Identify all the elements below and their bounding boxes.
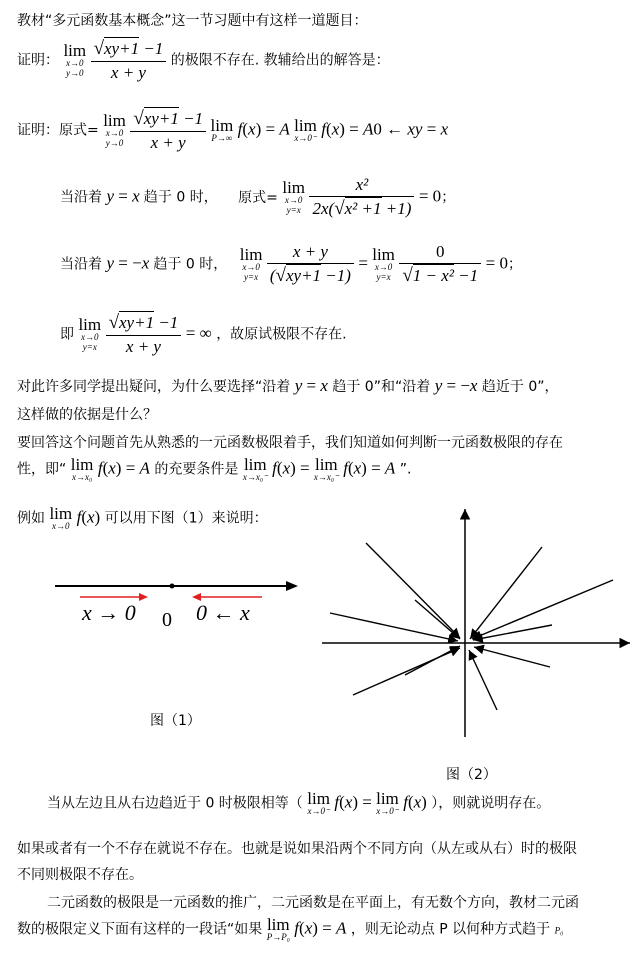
s2-text: 如果或者有一个不存在就说不存在。也就是说如果沿两个不同方向（从左或从右）时的极限 xyxy=(17,841,577,857)
figure-2-caption xyxy=(446,764,497,784)
fig1-caption-text: 图（1） xyxy=(150,713,201,729)
a2-tail: ”. xyxy=(399,461,412,478)
s5-prefix: 数的极限定义下面有这样的一段话“如果 xyxy=(17,921,263,938)
s5-tail: ，则无论动点 P 以何种方式趋于 xyxy=(350,921,551,938)
example-prefix: 例如 xyxy=(17,510,45,527)
negyx-fraction-1: $\frac{x + y}{(√xy+1 -1)}$ xyxy=(267,242,354,287)
limit-operator: lim x→0 y→0 xyxy=(103,111,126,148)
statement-line-2 xyxy=(17,838,577,858)
problem-prefix: 证明： xyxy=(17,52,59,69)
intro-line xyxy=(17,10,368,30)
a2-prefix: 性，即“ xyxy=(17,461,67,478)
along-negyx-tail: 趋于 0 时， xyxy=(153,256,228,273)
conclusion-tail: ，故原试极限不存在. xyxy=(216,326,347,343)
s1-tail: ），则就说明存在。 xyxy=(431,795,551,812)
s1-text: 当从左边且从右边趋近于 0 时极限相等（ xyxy=(47,795,303,812)
limit-operator: lim x→x₀ xyxy=(70,455,94,482)
proof-fraction: $\frac{√xy+1 -1}{x + y}$ xyxy=(130,108,206,153)
limit-operator: lim x→0 y=x xyxy=(372,245,395,282)
limit-operator: lim x→0 y=x xyxy=(78,315,102,352)
problem-suffix: 的极限不存在. 教辅给出的解答是： xyxy=(170,52,390,69)
fig1-left-label: x → 0 xyxy=(82,600,136,625)
problem-line xyxy=(17,38,390,83)
fig1-right-label: 0 ← x xyxy=(196,600,250,625)
approach-arrow xyxy=(474,647,550,667)
negyx-fraction-2: $\frac{0}{\text{√1 − x² −1}}$ xyxy=(399,242,481,287)
example-tail: 可以用下图（1）来说明： xyxy=(104,510,268,527)
conclusion-fraction: $\frac{√xy+1 -1}{x + y}$ xyxy=(106,312,182,357)
statement-line-1: 当从左边且从右边趋近于 0 时极限相等（ lim x→0⁻ f(x) = lim x→0⁻ f(x) ），则就说明存在。 xyxy=(47,789,551,816)
along-negyx-text: 当沿着 xyxy=(60,256,102,273)
problem-fraction: $\frac{√xy+1 -1}{x + y}$ xyxy=(91,38,167,83)
statement-line-3 xyxy=(17,864,143,884)
limit-operator: lim x→0⁻ xyxy=(307,789,330,816)
limit-operator: lim x→x₀⁻ xyxy=(313,455,339,482)
answer-line-1 xyxy=(17,432,563,452)
conclusion-line: 即 lim x→0 y=x $\frac{√xy+1 -1}{x + y}$ = ∞ ，故原试极限不存在. xyxy=(60,312,347,356)
yx-fraction: $\frac{\text{x²}}{\text{2x(√x² +1 +1)}}$ xyxy=(309,175,414,220)
limit-operator: lim x→x₀⁻ xyxy=(242,455,268,482)
q2-text: 这样做的依据是什么？ xyxy=(17,407,157,423)
intro-text: 教材“多元函数基本概念”这一节习题中有这样一道题目： xyxy=(17,13,368,29)
s4-text: 二元函数的极限是一元函数的推广，二元函数是在平面上，有无数个方向，教材二元函 xyxy=(47,895,579,911)
example-line: 例如 lim x→0 f(x) 可以用下图（1）来说明： xyxy=(17,504,268,531)
q1-text: 对此许多同学提出疑问，为什么要选择“沿着 xyxy=(17,379,291,395)
answer-line-2: 性，即“ lim x→x₀ f(x) = A 的充要条件是 lim x→x₀⁻ f(x) = lim x→x₀⁻ f(x) = A ”. xyxy=(17,455,412,482)
proof-line: 证明：原式= lim x→0 y→0 $\frac{√xy+1 -1}{x + y}$ lim P→∞ f(x) = A lim x→0⁻ f(x) = A0 ← xy = x xyxy=(17,108,449,152)
number-line-arrowhead xyxy=(286,581,298,591)
a1-text: 要回答这个问题首先从熟悉的一元函数极限着手，我们知道如何判断一元函数极限的存在 xyxy=(17,435,563,451)
limit-operator: lim P→P₀ xyxy=(266,915,290,942)
along-negyx-line: 当沿着 y = −x 趋于 0 时， lim x→0 y=x $\frac{x + y}{(√xy+1 -1)}$ = lim x→0 y=x $\frac{0}{\text{√1 − x² −1}}$ = 0； xyxy=(60,242,522,286)
limit-operator: lim x→0 xyxy=(49,504,73,531)
limit-operator: lim x→0 y=x xyxy=(239,245,263,282)
along-yx-tail: 趋于 0 时， xyxy=(143,189,218,206)
proof-prefix: 证明：原式= xyxy=(17,122,99,139)
approach-arrow xyxy=(353,648,460,695)
statement-line-5: 数的极限定义下面有这样的一段话“如果 lim P→P₀ f(x) = A ，则无论动点 P 以何种方式趋于 P₀ xyxy=(17,915,564,942)
limit-operator: lim x→0 y=x xyxy=(282,178,306,215)
fig1-zero-label: 0 xyxy=(162,609,172,631)
figure-1-caption xyxy=(150,710,201,730)
limit-operator: lim P→∞ xyxy=(210,116,234,144)
question-line-1: 对此许多同学提出疑问，为什么要选择“沿着 y = x 趋于 0”和“沿着 y = −x 趋近于 0”， xyxy=(17,376,559,395)
left-red-arrowhead xyxy=(139,593,148,601)
q1-tail: 趋近于 0”， xyxy=(481,379,559,395)
figure-2 xyxy=(320,505,640,745)
s3-text: 不同则极限不存在。 xyxy=(17,867,143,883)
figure-1 xyxy=(0,560,320,670)
approach-arrow xyxy=(469,650,497,710)
along-yx-line: 当沿着 y = x 趋于 0 时， 原式= lim x→0 y=x $\frac{\text{x²}}{\text{2x(√x² +1 +1)}}$ = 0； xyxy=(60,175,456,219)
question-line-2 xyxy=(17,404,157,424)
statement-line-4 xyxy=(47,892,579,912)
origin-point xyxy=(170,584,175,589)
fig2-caption-text: 图（2） xyxy=(446,767,497,783)
along-yx-text: 当沿着 xyxy=(60,189,102,206)
approach-arrow xyxy=(473,625,552,640)
limit-operator: lim x→0⁻ xyxy=(294,116,317,144)
q1-mid: 趋于 0”和“沿着 xyxy=(332,379,431,395)
limit-operator: lim x→0 y→0 xyxy=(63,41,87,78)
original-label: 原式= xyxy=(238,189,278,206)
limit-operator: lim x→0⁻ xyxy=(376,789,399,816)
a2-mid: 的充要条件是 xyxy=(154,461,239,478)
ji-text: 即 xyxy=(60,326,74,343)
